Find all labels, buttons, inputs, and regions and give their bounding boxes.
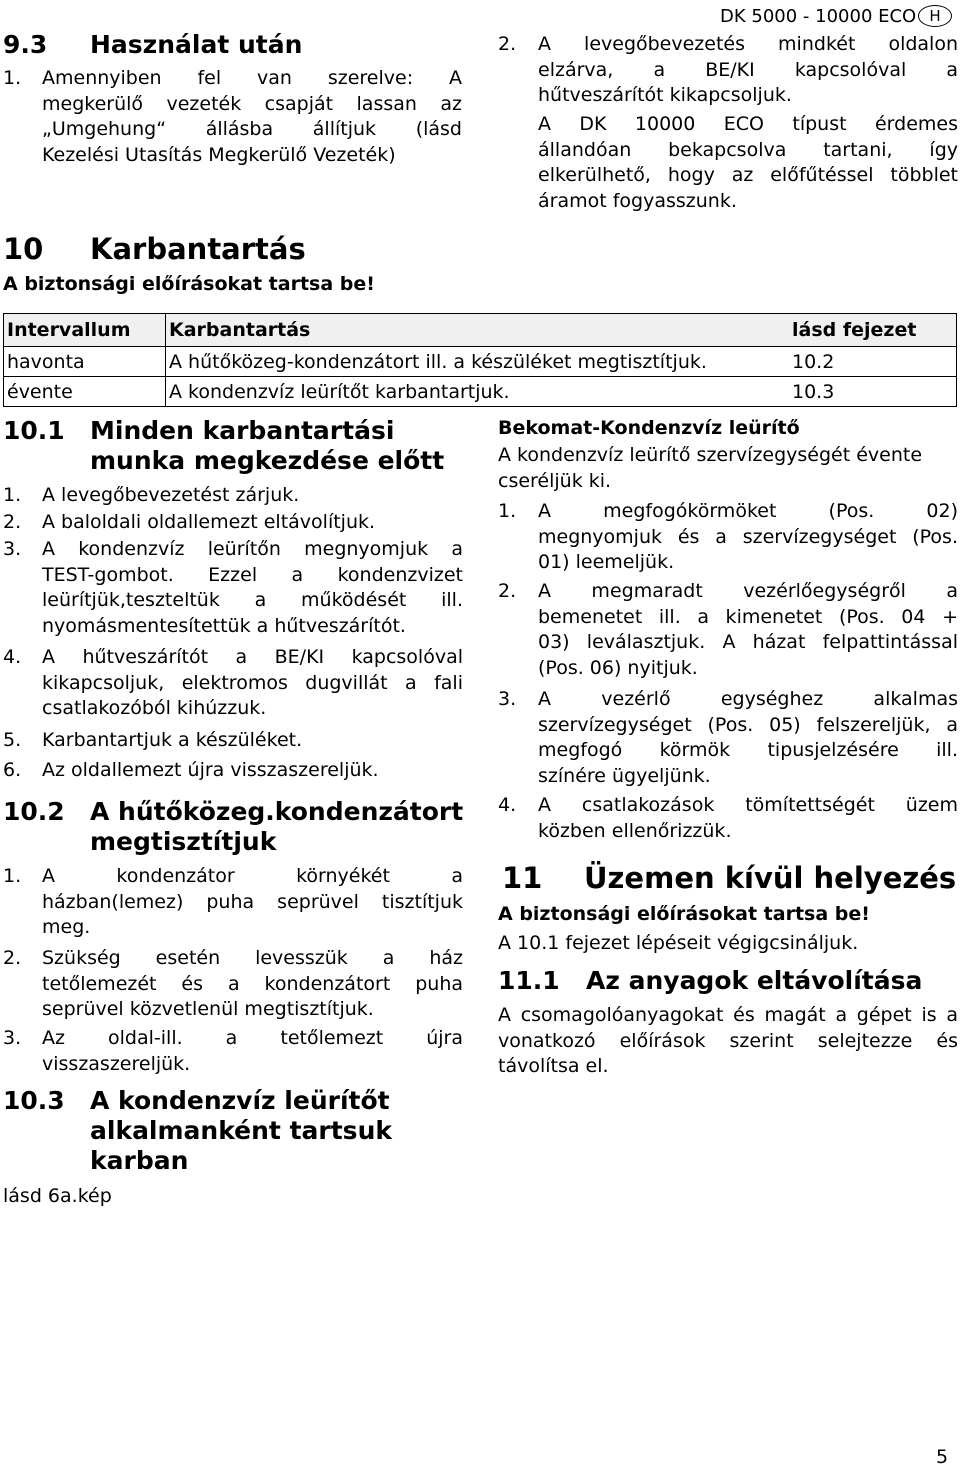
section-11-1-text: A csomagolóanyagokat és magát a gépet is a vonatkozó előírások szerint selejtezze és távolítsa el. [498, 1004, 958, 1077]
list-item: 4. A csatlakozások tömítettségét üzem közben ellenőrizzük. [498, 794, 958, 842]
table-header-maintenance: Karbantartás [166, 314, 790, 347]
list-item: 1. A levegőbevezetést zárjuk. [3, 484, 300, 506]
list-item-number: 2. [498, 33, 517, 55]
list-item: 3. A kondenzvíz leürítőn megnyomjuk a TEST-gombot. Ezzel a kondenzvizet leürítjük,teszteltük a működését ill. nyomásmentesítettük a hűtveszárítót. [3, 538, 463, 637]
safety-warning: A biztonsági előírásokat tartsa be! [3, 273, 375, 295]
section-10-1-title: Minden karbantartási munka megkezdése előtt [90, 416, 445, 475]
model-header: DK 5000 - 10000 ECO [720, 6, 917, 27]
table-header-interval: Intervallum [4, 314, 166, 347]
bekomat-list [498, 499, 958, 847]
section-10-2-number: 10.2 [3, 797, 65, 826]
list-item: 6. Az oldallemezt újra visszaszereljük. [3, 759, 379, 781]
section-11-number: 11 [502, 861, 543, 895]
table-cell: havonta [4, 347, 166, 377]
table-row [4, 377, 957, 407]
section-9-3-item-1: Amennyiben fel van szerelve: A megkerülő vezeték csapját lassan az „Umgehung“ állásba állítjuk (lásd Kezelési Utasítás Megkerülő Vezeték) [42, 67, 462, 166]
table-row [4, 347, 957, 377]
section-9-3-title: Használat után [90, 30, 303, 59]
table-cell: A kondenzvíz leürítőt karbantartjuk. [166, 377, 790, 407]
list-item: 5. Karbantartjuk a készüléket. [3, 729, 303, 751]
table-header-row [4, 314, 957, 347]
safety-warning: A biztonsági előírásokat tartsa be! [498, 903, 870, 925]
right-item-2: A levegőbevezetés mindkét oldalon elzárva, a BE/KI kapcsolóval a hűtveszárítót kikapcsoljuk. [538, 33, 958, 106]
list-item: 3. Az oldal-ill. a tetőlemezt újra visszaszereljük. [3, 1027, 463, 1075]
section-10-title: Karbantartás [90, 232, 306, 266]
section-10-1-list [3, 483, 463, 785]
table-cell: A hűtőközeg-kondenzátort ill. a készüléket megtisztítjuk. [166, 347, 790, 377]
figure-reference: lásd 6a.kép [3, 1185, 112, 1207]
maintenance-table [3, 313, 957, 407]
list-item: 1. A kondenzátor környékét a házban(lemez) puha seprüvel tisztítjuk meg. [3, 865, 463, 938]
language-badge: H [918, 5, 952, 27]
section-9-3-number: 9.3 [3, 30, 48, 59]
section-10-3-title: A kondenzvíz leürítőt alkalmanként tartsuk karban [90, 1086, 392, 1175]
table-header-chapter: lásd fejezet [789, 314, 957, 347]
section-11-text: A 10.1 fejezet lépéseit végigcsináljuk. [498, 932, 859, 954]
section-11-1-number: 11.1 [498, 966, 560, 995]
section-10-2-list [3, 864, 463, 1082]
table-cell: 10.2 [789, 347, 957, 377]
list-item: 4. A hűtveszárítót a BE/KI kapcsolóval kikapcsoljuk, elektromos dugvillát a fali csatlakozóból kihúzzuk. [3, 646, 463, 719]
section-11-1-title: Az anyagok eltávolítása [586, 966, 923, 995]
list-item: 1. A megfogókörmöket (Pos. 02) megnyomjuk és a szervízegységet (Pos. 01) leemeljük. [498, 500, 958, 573]
section-10-number: 10 [3, 232, 44, 266]
bekomat-intro: A kondenzvíz leürítő szervízegységét évente cseréljük ki. [498, 444, 923, 492]
page-number: 5 [936, 1446, 949, 1468]
table-cell: évente [4, 377, 166, 407]
list-item: 3. A vezérlő egységhez alkalmas szervízegységet (Pos. 05) felszereljük, a megfogó körmök tipusjelzésére ill. színére ügyeljünk. [498, 688, 958, 787]
table-cell: 10.3 [789, 377, 957, 407]
list-item: 2. Szükség esetén levesszük a ház tetőlemezét és a kondenzátort puha seprüvel közvetlenül megtisztítjuk. [3, 947, 463, 1020]
section-10-1-number: 10.1 [3, 416, 65, 445]
dk10000-note: A DK 10000 ECO típust érdemes állandóan bekapcsolva tartani, így elkerülhető, hogy az előfűtéssel többlet áramot fogyasszunk. [538, 113, 958, 212]
list-item-number: 1. [3, 67, 22, 89]
section-11-title: Üzemen kívül helyezés [584, 861, 957, 895]
list-item: 2. A baloldali oldallemezt eltávolítjuk. [3, 511, 376, 533]
list-item: 2. A megmaradt vezérlőegységről a bemenetet ill. a kimenetet (Pos. 04 + 03) leválasztjuk. A házat felpattintással (Pos. 06) nyitjuk. [498, 580, 958, 679]
section-10-2-title: A hűtőközeg.kondenzátort megtisztítjuk [90, 797, 464, 856]
section-10-3-number: 10.3 [3, 1086, 65, 1115]
bekomat-title: Bekomat-Kondenzvíz leürítő [498, 417, 800, 439]
